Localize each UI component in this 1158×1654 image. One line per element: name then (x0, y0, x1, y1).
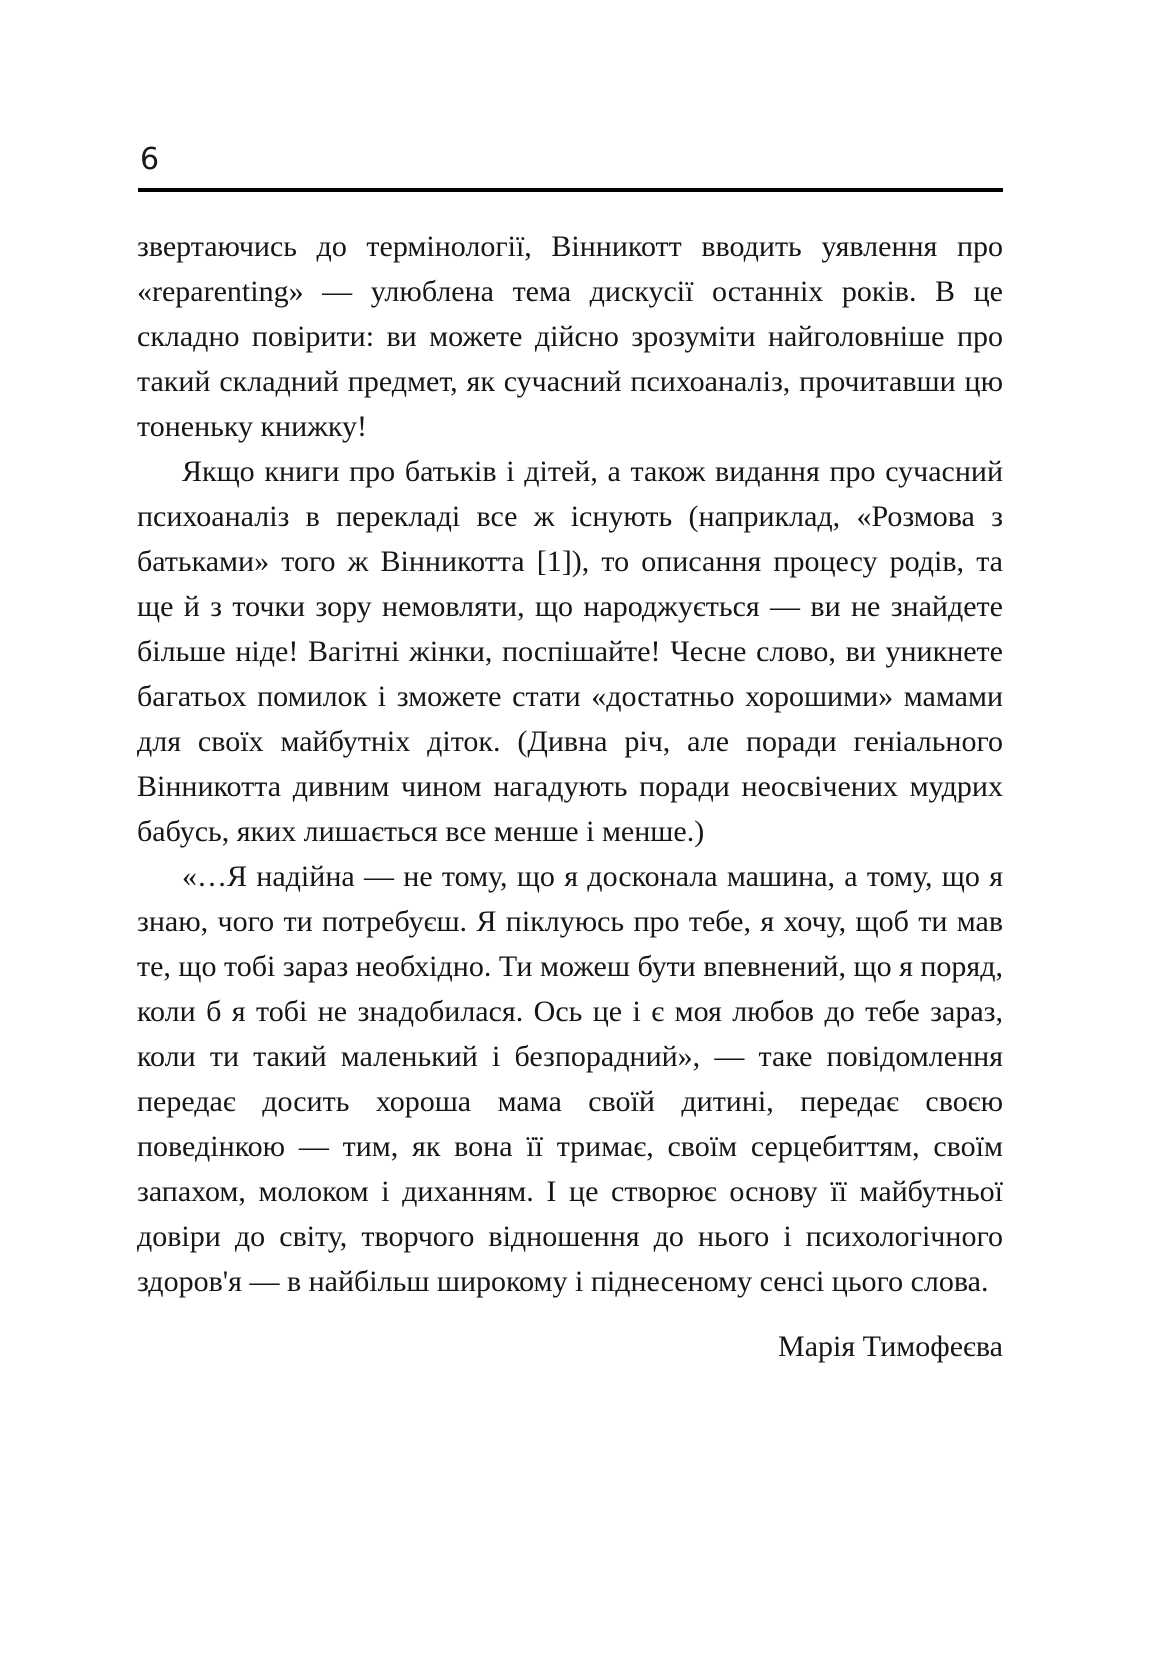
author-signature: Марія Тимофеєва (778, 1330, 1003, 1363)
paragraph-2: Якщо книги про батьків і дітей, а також видання про сучасний психоаналіз в перекладі все ж існують (наприклад, «Розмова з батьками» того ж Вінникотта [1]), то описання процесу родів, та ще й з точки зору немовляти, що народжується — ви не знайдете більше ніде! Вагітні жінки, поспішайте! Чесне слово, ви уникнете багатьох помилок і зможете стати «достатньо хорошими» мамами для своїх майбутніх діток. (Дивна річ, але поради геніального Вінникотта дивним чином нагадують поради неосвічених мудрих бабусь, яких лишається все менше і менше.) (137, 455, 1003, 848)
paragraph-1: звертаючись до термінології, Вінникотт вводить уявлення про «reparenting» — улюблена тема дискусії останніх років. В це складно повірити: ви можете дійсно зрозуміти найголовніше про такий складний предмет, як сучасний психоаналіз, прочитавши цю тоненьку книжку! (137, 230, 1003, 443)
paragraph-3: «…Я надійна — не тому, що я досконала машина, а тому, що я знаю, чого ти потребуєш. Я піклуюсь про тебе, я хочу, щоб ти мав те, що тобі зараз необхідно. Ти можеш бути впевнений, що я поряд, коли б я тобі не знадобилася. Ось це і є моя любов до тебе зараз, коли ти такий маленький і безпорадний», — таке повідомлення передає досить хороша мама своїй дитині, передає своєю поведінкою — тим, як вона її тримає, своїм серцебиттям, своїм запахом, молоком і диханням. І це створює основу її майбутньої довіри до світу, творчого відношення до нього і психологічного здоров'я — в найбільш широкому і піднесеному сенсі цього слова. (137, 860, 1003, 1298)
page-body (137, 224, 1003, 1369)
header-rule (138, 188, 1003, 192)
page-number: 6 (140, 142, 160, 177)
